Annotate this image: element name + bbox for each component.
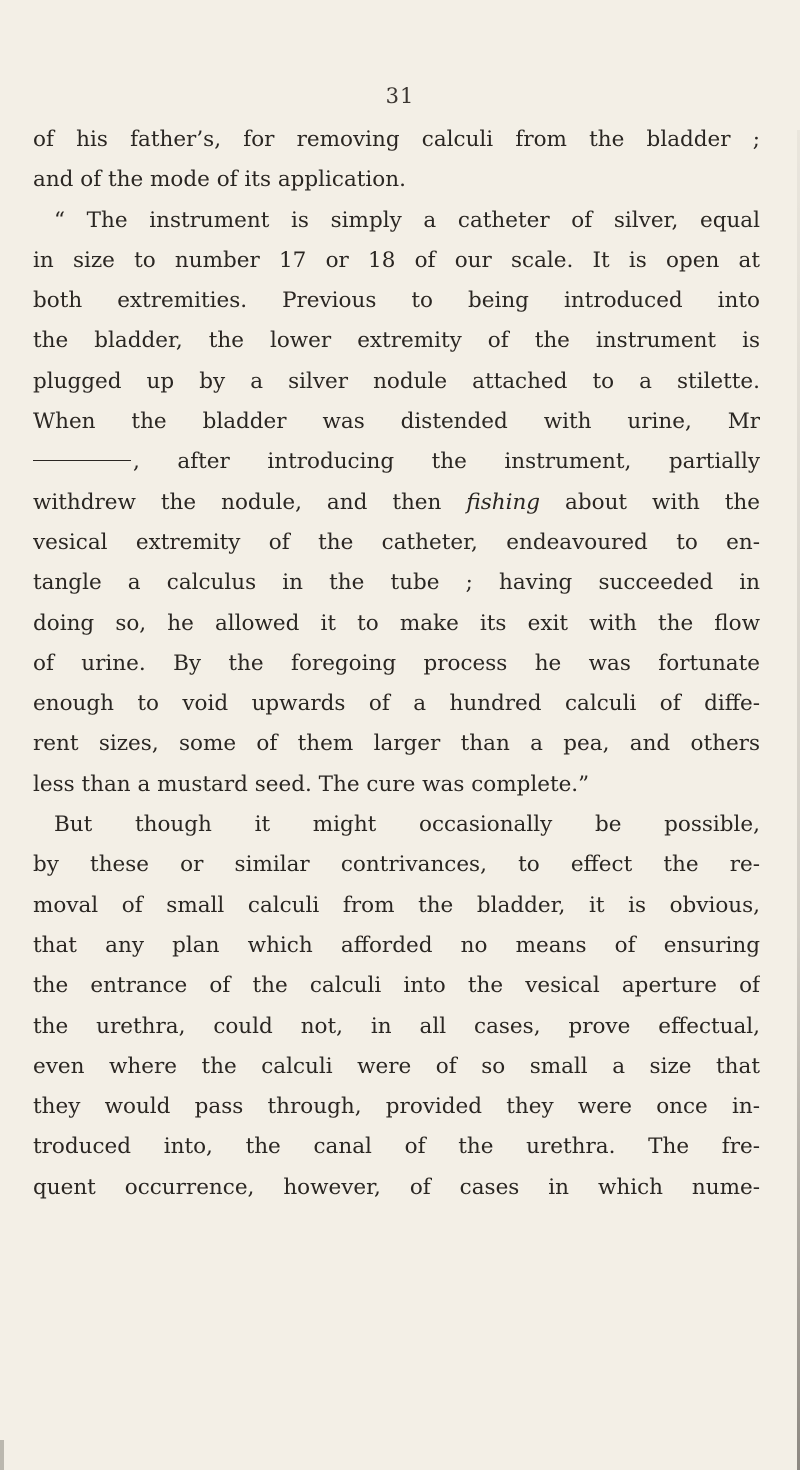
text-line: the entrance of the calculi into the vesical aperture of [33,973,760,999]
text-fragment: , after introducing the instrument, partially [133,449,760,475]
text-line: of his father’s, for removing calculi from the bladder ; [33,127,760,152]
text-line: troduced into, the canal of the urethra. The fre- [33,1134,760,1160]
text-line: “ The instrument is simply a catheter of silver, equal [54,207,760,233]
text-line: both extremities. Previous to being introduced into [33,288,760,314]
text-line: plugged up by a silver nodule attached to a stilette. [33,368,760,394]
text-line: even where the calculi were of so small a size that [33,1053,760,1079]
text-line: the bladder, the lower extremity of the instrument is [33,328,760,354]
text-line: they would pass through, provided they were once in- [33,1094,760,1120]
text-line: less than a mustard seed. The cure was complete.” [33,771,590,797]
text-line: and of the mode of its application. [33,167,406,193]
text-line-with-dash [33,442,760,482]
italic-word: fishing [466,489,541,515]
text-line: tangle a calculus in the tube ; having succeeded in [33,570,760,596]
text-line: moval of small calculi from the bladder, it is obvious, [33,892,760,918]
text-line: of urine. By the foregoing process he was fortunate [33,650,760,676]
page-corner-shadow [0,1440,4,1470]
text-line: enough to void upwards of a hundred calculi of diffe- [33,691,760,717]
text-line: But though it might occasionally be possible, [54,812,760,838]
text-line-with-italic [33,483,760,523]
text-line: the urethra, could not, in all cases, prove effectual, [33,1013,760,1039]
text-line: doing so, he allowed it to make its exit with the flow [33,610,760,636]
body-text [33,120,760,1208]
text-fragment: withdrew the nodule, and then [33,489,467,515]
text-line: quent occurrence, however, of cases in which nume- [33,1174,760,1200]
text-line: in size to number 17 or 18 of our scale. It is open at [33,247,760,273]
name-omission-dash [33,460,131,461]
text-fragment: about with the [540,489,760,515]
page-number: 31 [385,84,415,108]
text-line: rent sizes, some of them larger than a pea, and others [33,731,760,757]
text-line: vesical extremity of the catheter, endeavoured to en- [33,529,760,555]
text-line: When the bladder was distended with urine, Mr [33,409,760,435]
text-line: by these or similar contrivances, to effect the re- [33,852,760,878]
text-line: that any plan which afforded no means of ensuring [33,932,760,958]
